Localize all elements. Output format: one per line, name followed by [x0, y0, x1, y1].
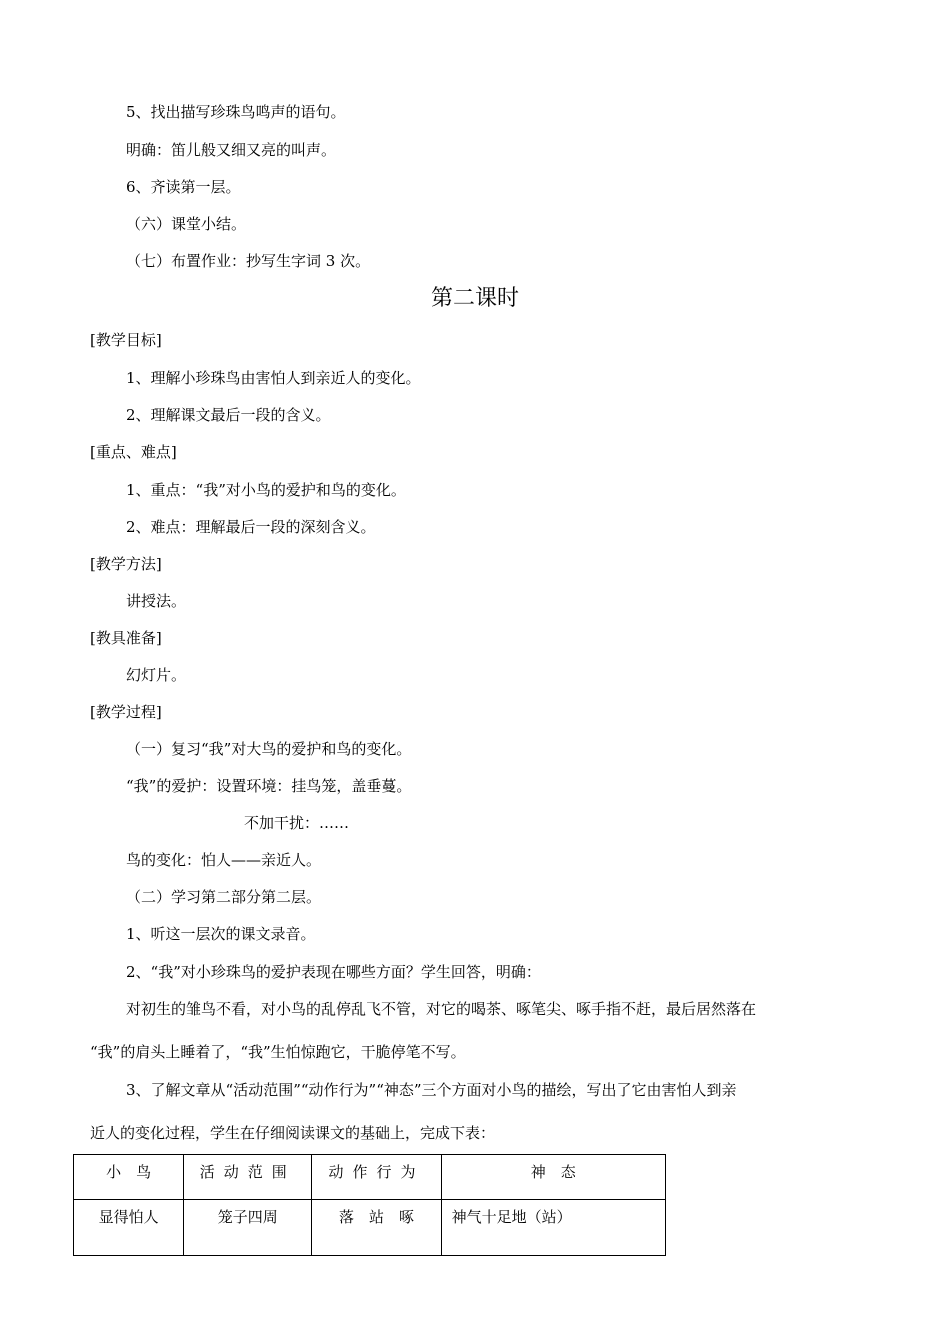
table-cell: 笼子四周	[184, 1200, 312, 1256]
section-heading: [教学目标]	[90, 331, 162, 349]
text-line: 2、“我”对小珍珠鸟的爱护表现在哪些方面？学生回答，明确：	[126, 963, 541, 981]
table-cell: 神气十足地（站）	[441, 1200, 665, 1256]
table-cell: 落 站 啄	[312, 1200, 441, 1256]
section-heading: [教学过程]	[90, 703, 162, 721]
text-line: （七）布置作业：抄写生字词 3 次。	[126, 252, 371, 270]
table-cell: 显得怕人	[74, 1200, 184, 1256]
section-heading: [重点、难点]	[90, 443, 177, 461]
text-line: 5、找出描写珍珠鸟鸣声的语句。	[126, 103, 346, 121]
section-title: 第二课时	[430, 286, 519, 311]
table-header-row	[74, 1155, 666, 1200]
text-line: 鸟的变化：怕人——亲近人。	[126, 851, 322, 869]
text-line: 3、了解文章从“活动范围”“动作行为”“神态”三个方面对小鸟的描绘，写出了它由害怕人到亲	[126, 1081, 737, 1099]
table-header-cell: 活动范围	[184, 1155, 312, 1200]
text-line: 1、理解小珍珠鸟由害怕人到亲近人的变化。	[126, 369, 421, 387]
table-row	[74, 1200, 666, 1256]
text-line: 6、齐读第一层。	[126, 178, 241, 196]
bird-change-table	[73, 1154, 666, 1256]
text-line: 幻灯片。	[126, 666, 187, 684]
text-line: （六）课堂小结。	[126, 215, 247, 233]
table-header-cell: 小 鸟	[74, 1155, 184, 1200]
text-line: 讲授法。	[126, 592, 187, 610]
text-line: 1、听这一层次的课文录音。	[126, 925, 316, 943]
table-header-cell: 神 态	[441, 1155, 665, 1200]
text-line: 对初生的雏鸟不看，对小鸟的乱停乱飞不管，对它的喝茶、啄笔尖、啄手指不赶，最后居然落在	[126, 1000, 757, 1018]
text-line: 不加干扰：……	[244, 814, 350, 832]
text-line: 2、理解课文最后一段的含义。	[126, 406, 331, 424]
text-line: 近人的变化过程，学生在仔细阅读课文的基础上，完成下表：	[90, 1124, 496, 1142]
section-heading: [教具准备]	[90, 629, 162, 647]
table-header-cell: 动作行为	[312, 1155, 441, 1200]
text-line: （二）学习第二部分第二层。	[126, 888, 322, 906]
text-line: “我”的肩头上睡着了，“我”生怕惊跑它，干脆停笔不写。	[90, 1043, 466, 1061]
text-line: 明确：笛儿般又细又亮的叫声。	[126, 141, 337, 159]
text-line: 2、难点：理解最后一段的深刻含义。	[126, 518, 376, 536]
section-heading: [教学方法]	[90, 555, 162, 573]
text-line: “我”的爱护：设置环境：挂鸟笼，盖垂蔓。	[126, 777, 412, 795]
text-line: （一）复习“我”对大鸟的爱护和鸟的变化。	[126, 740, 412, 758]
text-line: 1、重点：“我”对小鸟的爱护和鸟的变化。	[126, 481, 406, 499]
